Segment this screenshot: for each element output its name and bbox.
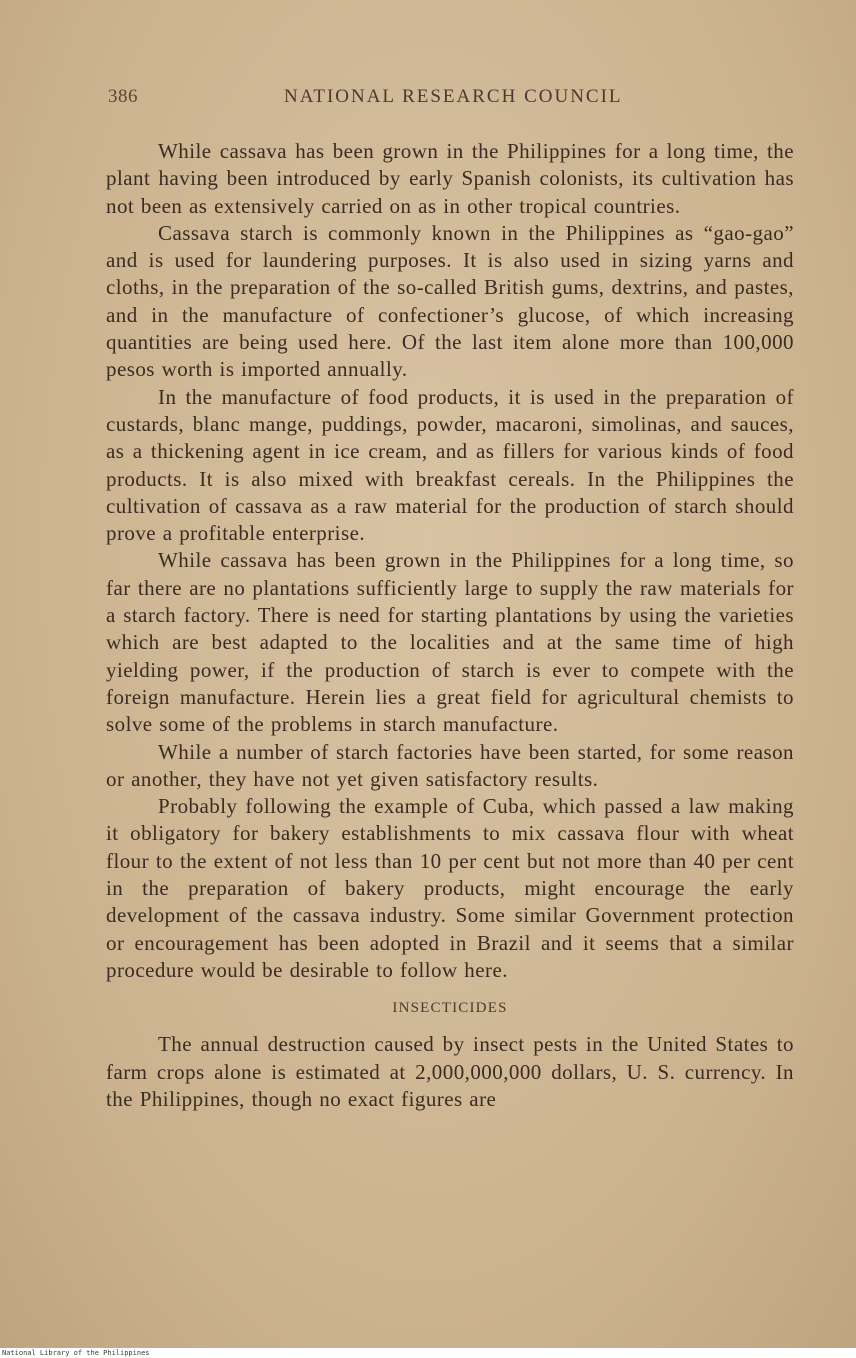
- paragraph: While a number of starch factories have been started, for some reason or another, they have not yet given satisfactory results.: [106, 739, 794, 791]
- paragraph: While cassava has been grown in the Philippines for a long time, the plant having been introduced by early Spanish colonists, its cultivation has not been as extensively carried on as in other tropical countries.: [106, 139, 794, 218]
- paragraph: In the manufacture of food products, it is used in the preparation of custards, blanc mange, puddings, powder, macaroni, simolinas, and sauces, as a thickening agent in ice cream, and as fillers for various kinds of food products. It is also mixed with breakfast cereals. In the Philippines the cultivation of cassava as a raw material for the production of starch should prove a profitable enterprise.: [106, 384, 794, 546]
- paragraph: The annual destruction caused by insect pests in the United States to farm crops alone is estimated at 2,000,000,000 dollars, U. S. currency. In the Philippines, though no exact figures are: [106, 1032, 794, 1111]
- body-text: [106, 138, 794, 1113]
- section-heading: INSECTICIDES: [392, 1000, 508, 1017]
- paragraph: Probably following the example of Cuba, which passed a law making it obligatory for bakery establishments to mix cassava flour with wheat flour to the extent of not less than 10 per cent but not more than 40 per cent in the preparation of bakery products, might encourage the early development of the cassava industry. Some similar Government protection or encouragement has been adopted in Brazil and it seems that a similar procedure would be desirable to follow here.: [106, 794, 794, 982]
- library-watermark: National Library of the Philippines: [2, 1349, 150, 1357]
- paragraph: While cassava has been grown in the Philippines for a long time, so far there are no plantations sufficiently large to supply the raw materials for a starch factory. There is need for starting plantations by using the varieties which are best adapted to the localities and at the same time of high yielding power, if the production of starch is ever to compete with the foreign manufacture. Herein lies a great field for agricultural chemists to solve some of the problems in starch manufacture.: [106, 548, 794, 737]
- paragraph: Cassava starch is commonly known in the Philippines as “gao-gao” and is used for laundering purposes. It is also used in sizing yarns and cloths, in the preparation of the so-called British gums, dextrins, and pastes, and in the manufacture of confectioner’s glucose, of which increasing quantities are being used here. Of the last item alone more than 100,000 pesos worth is imported annually.: [106, 220, 794, 382]
- running-title: NATIONAL RESEARCH COUNCIL: [284, 86, 623, 107]
- page-number: 386: [108, 86, 138, 107]
- page-header: [108, 86, 798, 118]
